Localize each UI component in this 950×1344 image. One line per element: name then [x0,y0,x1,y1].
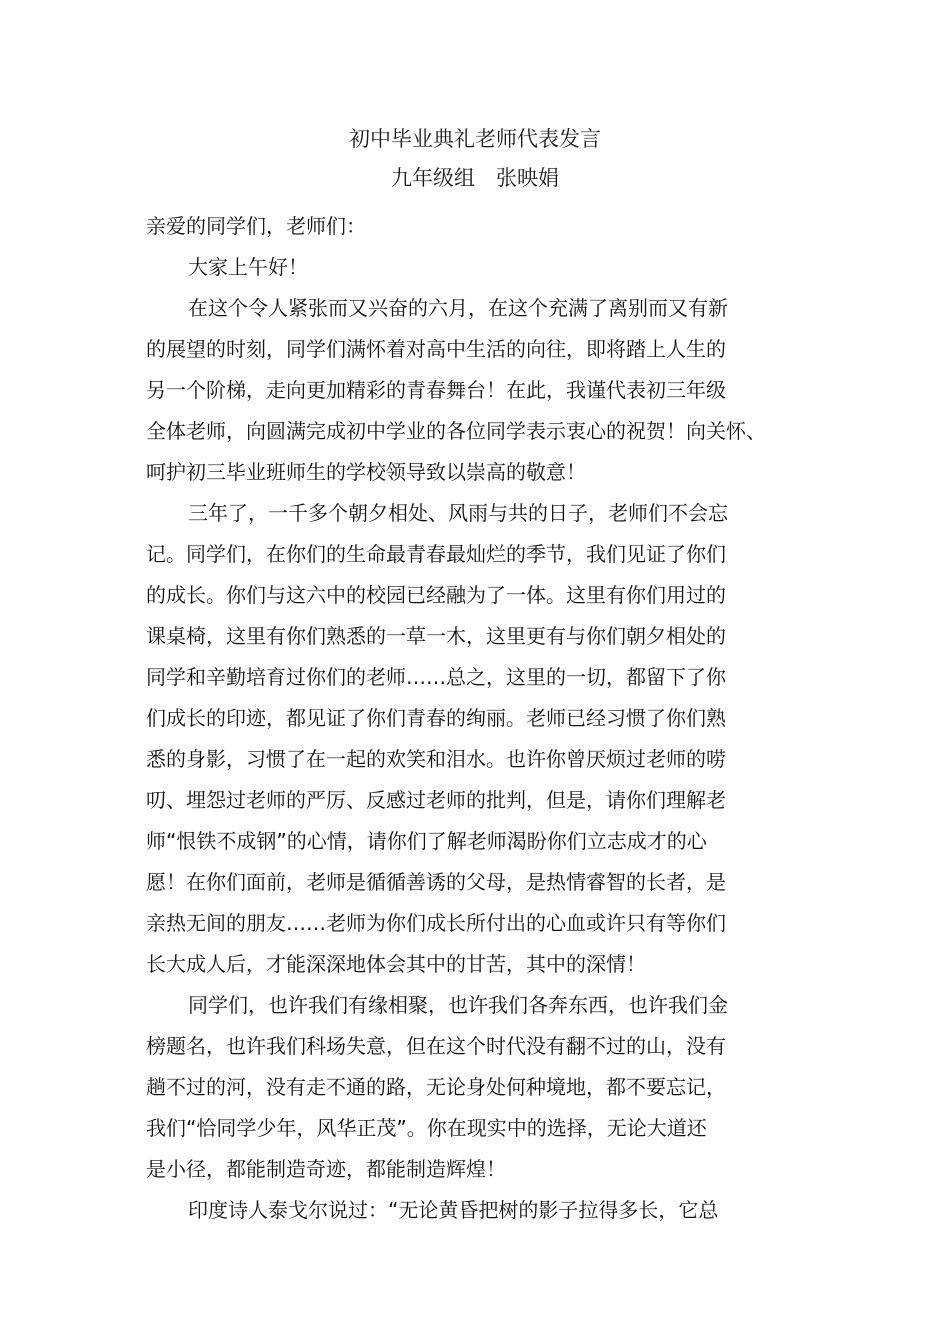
text-line: 亲热无间的朋友……老师为你们成长所付出的心血或许只有等你们 [146,911,726,935]
text-line: 叨、埋怨过老师的严厉、反感过老师的批判，但是，请你们理解老 [146,788,726,812]
text-line: 师“恨铁不成钢”的心情，请你们了解老师渴盼你们立志成才的心 [146,829,707,853]
document-author-line: 九年级组 张映娟 [391,166,559,190]
text-line: 悉的身影，习惯了在一起的欢笑和泪水。也许你曾厌烦过老师的唠 [146,747,726,771]
text-line: 三年了，一千多个朝夕相处、风雨与共的日子，老师们不会忘 [188,501,728,525]
text-line: 课桌椅，这里有你们熟悉的一草一木，这里更有与你们朝夕相处的 [146,624,726,648]
text-line: 榜题名，也许我们科场失意，但在这个时代没有翻不过的山，没有 [146,1034,726,1058]
text-line: 同学和辛勤培育过你们的老师……总之，这里的一切，都留下了你 [146,665,726,689]
text-line: 呵护初三毕业班师生的学校领导致以崇高的敬意！ [146,460,586,484]
text-line: 同学们，也许我们有缘相聚，也许我们各奔东西，也许我们金 [188,993,728,1017]
text-line: 的展望的时刻，同学们满怀着对高中生活的向往，即将踏上人生的 [146,337,726,361]
text-line: 印度诗人泰戈尔说过：“无论黄昏把树的影子拉得多长，它总 [188,1198,719,1222]
text-line: 记。同学们，在你们的生命最青春最灿烂的季节，我们见证了你们 [146,542,726,566]
text-line: 在这个令人紧张而又兴奋的六月，在这个充满了离别而又有新 [188,296,728,320]
text-line: 愿！在你们面前，老师是循循善诱的父母，是热情睿智的长者，是 [146,870,726,894]
text-line: 是小径，都能制造奇迹，都能制造辉煌！ [146,1157,506,1181]
text-line: 的成长。你们与这六中的校园已经融为了一体。这里有你们用过的 [146,583,726,607]
text-line: 趟不过的河，没有走不通的路，无论身处何种境地，都不要忘记， [146,1075,726,1099]
text-line: 我们“恰同学少年，风华正茂”。你在现实中的选择，无论大道还 [146,1116,707,1140]
document-title: 初中毕业典礼老师代表发言 [349,127,601,151]
text-line: 长大成人后，才能深深地体会其中的甘苦，其中的深情！ [146,952,646,976]
text-line: 全体老师，向圆满完成初中学业的各位同学表示衷心的祝贺！向关怀、 [146,419,766,443]
speech-body [146,206,806,1231]
text-line: 大家上午好！ [188,255,308,279]
text-line: 们成长的印迹，都见证了你们青春的绚丽。老师已经习惯了你们熟 [146,706,726,730]
text-line: 亲爱的同学们，老师们： [146,214,366,238]
text-line: 另一个阶梯，走向更加精彩的青春舞台！在此，我谨代表初三年级 [146,378,726,402]
